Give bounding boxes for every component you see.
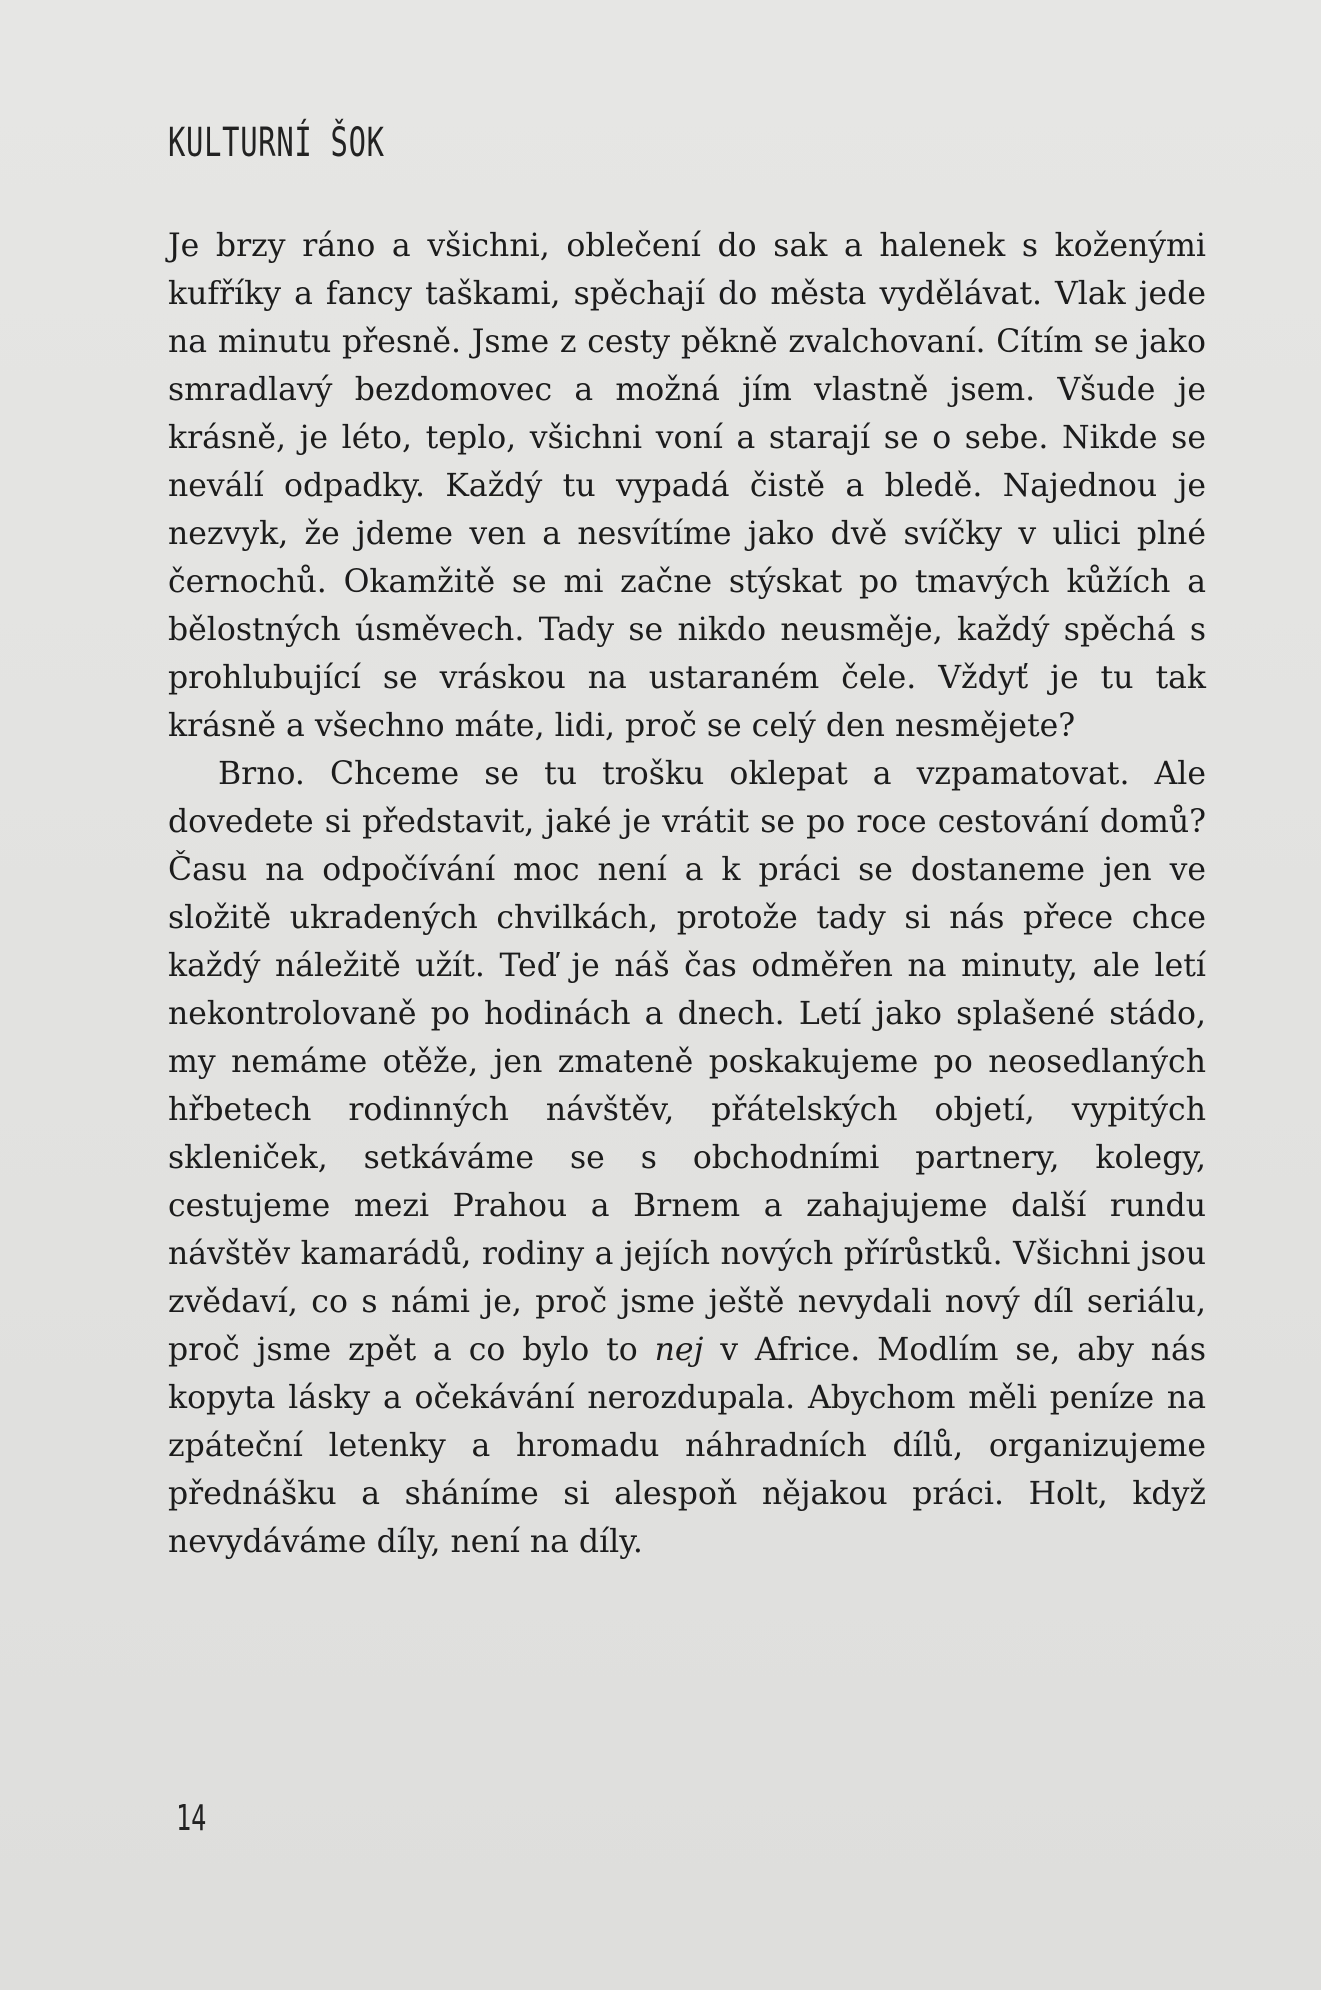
body-text <box>168 222 1206 1566</box>
italic-word: nej <box>654 1332 704 1368</box>
chapter-title: KULTURNÍ ŠOK <box>168 120 385 166</box>
paragraph-1-text: Je brzy ráno a všichni, oblečení do sak a halenek s koženými kufříky a fancy taškami, spěchají do města vydělávat. Vlak jede na minutu přesně. Jsme z cesty pěkně zvalchovaní. Cítím se jako smradlavý bezdomovec a možná jím vlastně jsem. Všude je krásně, je léto, teplo, všichni voní a starají se o sebe. Nikde se neválí odpadky. Každý tu vypadá čistě a bledě. Najednou je nezvyk, že jdeme ven a nesvítíme jako dvě svíčky v ulici plné černochů. Okamžitě se mi začne stýskat po tmavých kůžích a bělostných úsměvech. Tady se nikdo neusměje, každý spěchá s prohlubující se vráskou na ustaraném čele. Vždyť je tu tak krásně a všechno máte, lidi, proč se celý den nesmějete? <box>168 228 1206 744</box>
paragraph-2-text-start: Brno. Chceme se tu trošku oklepat a vzpamatovat. Ale dovedete si představit, jaké je vrátit se po roce cestování domů? Času na odpočívání moc není a k práci se dostaneme jen ve složitě ukradených chvilkách, protože tady si nás přece chce každý náležitě užít. Teď je náš čas odměřen na minuty, ale letí nekontrolovaně po hodinách a dnech. Letí jako splašené stádo, my nemáme otěže, jen zmateně poskakujeme po neosedlaných hřbetech rodinných návštěv, přátelských objetí, vypitých skleniček, setkáváme se s obchodními partnery, kolegy, cestujeme mezi Prahou a Brnem a zahajujeme další rundu návštěv kamarádů, rodiny a jejích nových přírůstků. Všichni jsou zvědaví, co s námi je, proč jsme ještě nevydali nový díl seriálu, proč jsme zpět a co bylo to <box>168 756 1206 1368</box>
paragraph-2-text-end: v Africe. Modlím se, aby nás kopyta lásky a očekávání nerozdupala. Abychom měli peníze na zpáteční letenky a hromadu náhradních dílů, organizujeme přednášku a sháníme si alespoň nějakou práci. Holt, když nevydáváme díly, není na díly. <box>168 1332 1207 1560</box>
page-number: 14 <box>176 1798 207 1839</box>
paragraph-2 <box>168 750 1206 1566</box>
paragraph-1 <box>168 222 1206 750</box>
